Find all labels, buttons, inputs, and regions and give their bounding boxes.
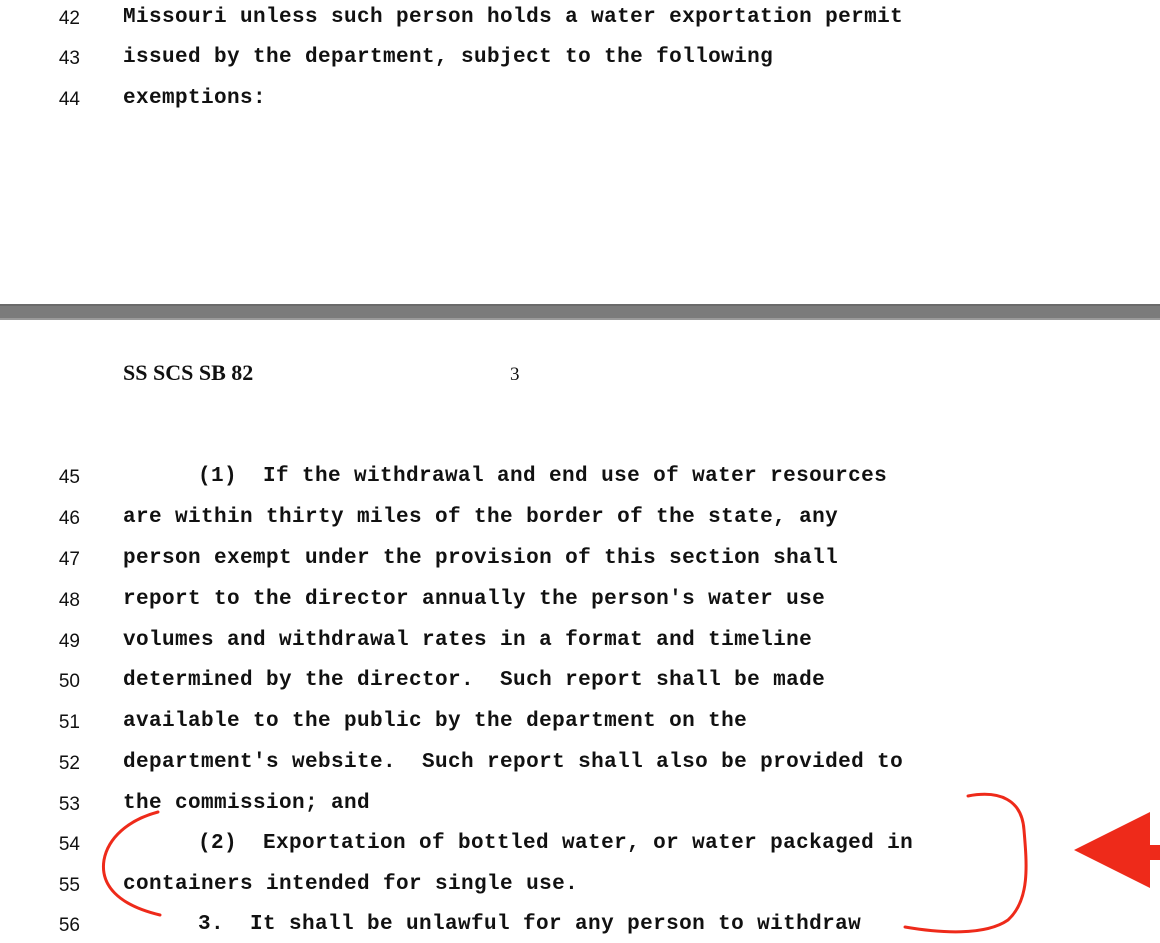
text-line xyxy=(0,465,1160,495)
text-line xyxy=(0,751,1160,781)
text-line xyxy=(0,832,1160,862)
line-number: 47 xyxy=(58,549,80,570)
line-text: 3. It shall be unlawful for any person to withdraw xyxy=(198,913,862,936)
text-line xyxy=(0,547,1160,577)
line-text: issued by the department, subject to the following xyxy=(123,46,774,69)
text-line xyxy=(0,6,1160,36)
text-line xyxy=(0,506,1160,536)
text-line xyxy=(0,710,1160,740)
line-number: 45 xyxy=(58,467,80,488)
line-number: 53 xyxy=(58,794,80,815)
line-number: 48 xyxy=(58,590,80,611)
bill-title: SS SCS SB 82 xyxy=(123,360,254,385)
line-number: 43 xyxy=(58,48,80,69)
text-line xyxy=(0,46,1160,76)
line-text: report to the director annually the person's water use xyxy=(123,588,826,611)
line-text: the commission; and xyxy=(123,792,371,815)
line-text: available to the public by the department on the xyxy=(123,710,748,733)
line-number: 56 xyxy=(58,915,80,936)
text-line xyxy=(0,873,1160,903)
line-number: 51 xyxy=(58,712,80,733)
line-text: are within thirty miles of the border of the state, any xyxy=(123,506,839,529)
line-text: containers intended for single use. xyxy=(123,873,579,896)
page-number: 3 xyxy=(510,364,520,385)
text-line xyxy=(0,913,1160,943)
line-text: department's website. Such report shall also be provided to xyxy=(123,751,904,774)
line-text: exemptions: xyxy=(123,87,267,110)
line-number: 52 xyxy=(58,753,80,774)
line-text: Missouri unless such person holds a water exportation permit xyxy=(123,6,904,29)
line-number: 44 xyxy=(58,89,80,110)
line-number: 55 xyxy=(58,875,80,896)
line-text: (2) Exportation of bottled water, or water packaged in xyxy=(198,832,914,855)
line-text: (1) If the withdrawal and end use of water resources xyxy=(198,465,888,488)
text-line xyxy=(0,792,1160,822)
line-number: 42 xyxy=(58,8,80,29)
text-line xyxy=(0,629,1160,659)
line-number: 46 xyxy=(58,508,80,529)
page-divider xyxy=(0,304,1160,320)
page-top xyxy=(0,0,1160,304)
line-number: 54 xyxy=(58,834,80,855)
line-number: 49 xyxy=(58,631,80,652)
line-text: determined by the director. Such report shall be made xyxy=(123,669,826,692)
line-text: volumes and withdrawal rates in a format and timeline xyxy=(123,629,813,652)
line-text: person exempt under the provision of this section shall xyxy=(123,547,839,570)
text-line xyxy=(0,87,1160,117)
line-number: 50 xyxy=(58,671,80,692)
text-line xyxy=(0,588,1160,618)
text-line xyxy=(0,669,1160,699)
